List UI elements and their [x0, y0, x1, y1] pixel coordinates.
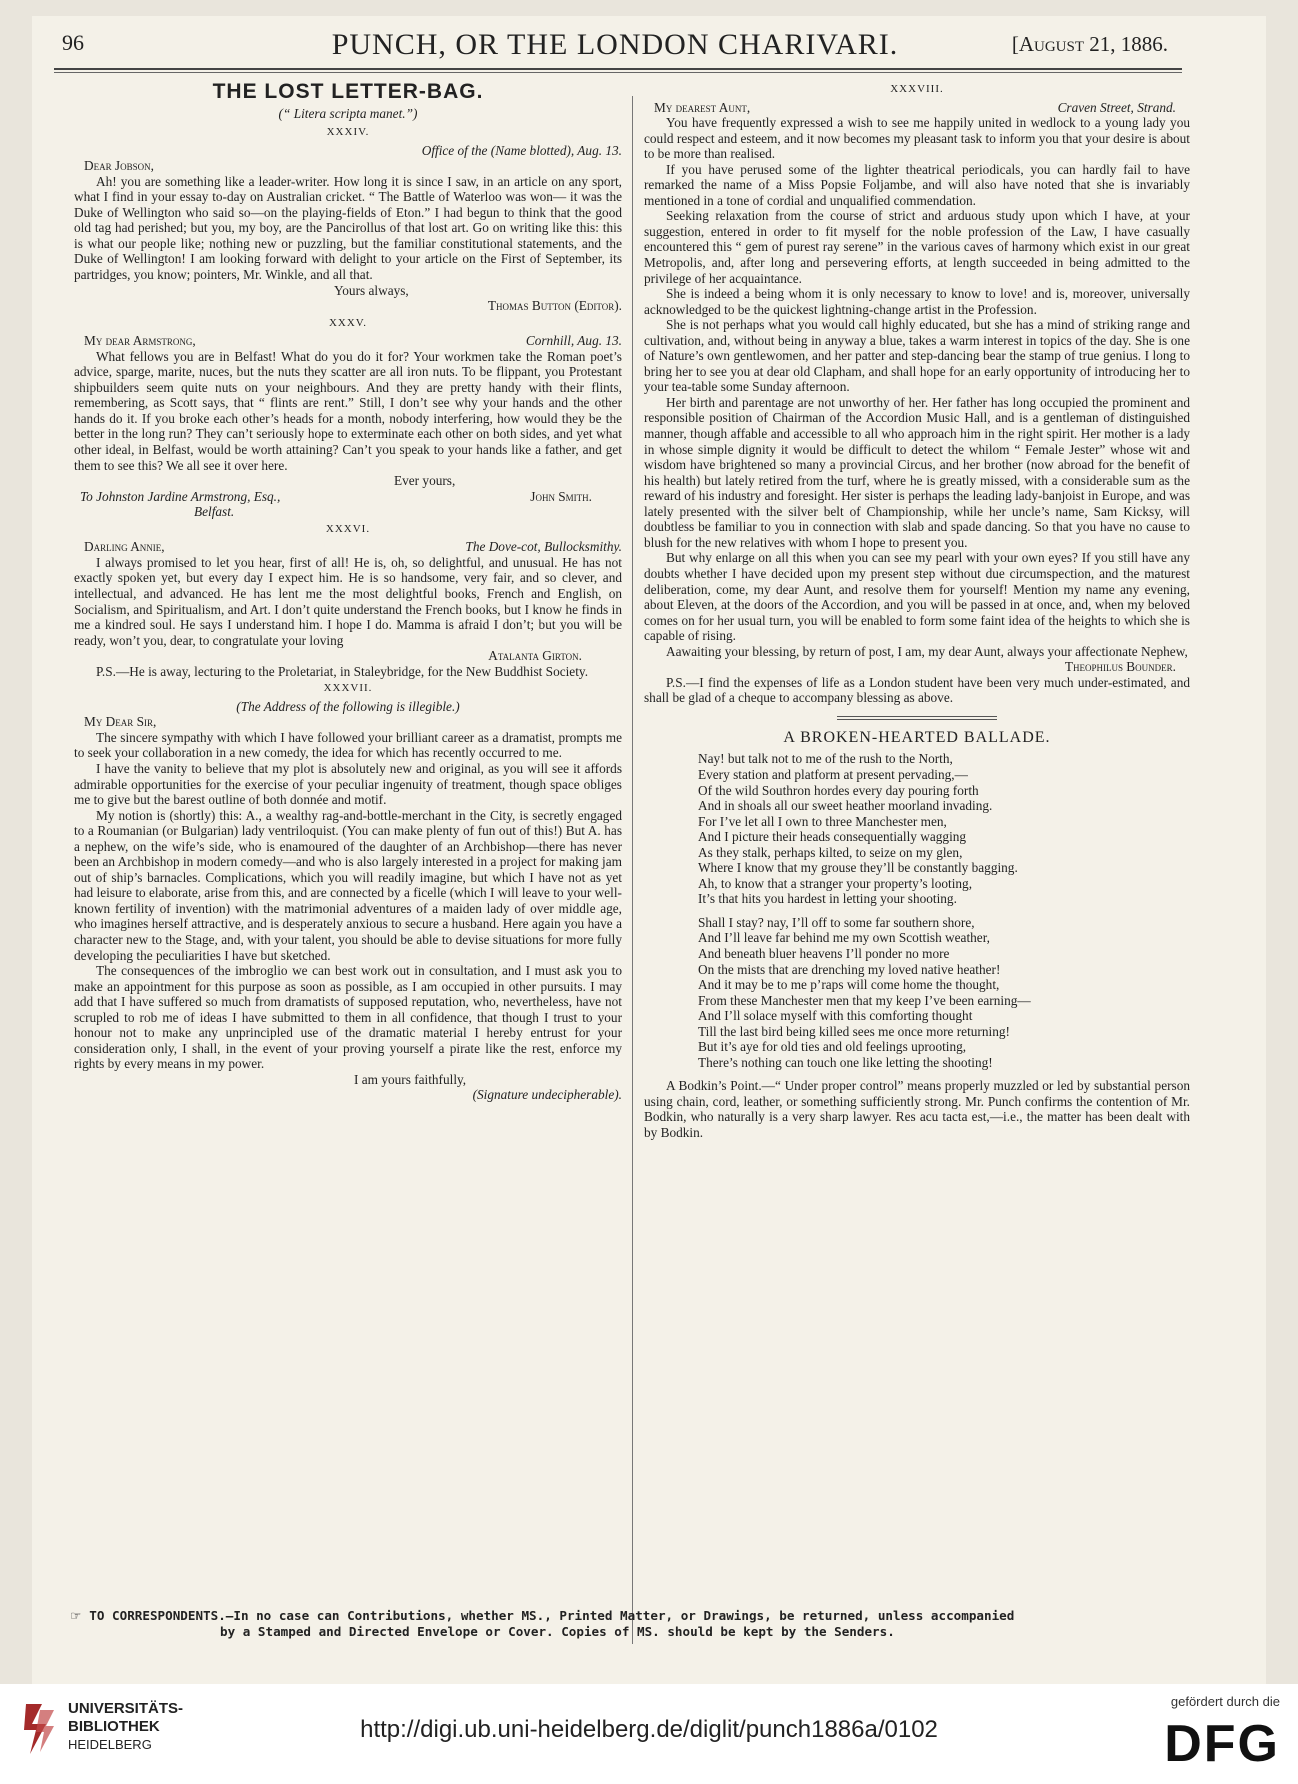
bodkin-paragraph: A Bodkin’s Point.—“ Under proper control” means properly muzzled or led by substantial person using chain, cord, leather, or something sufficiently strong. Mr. Punch confirms the contention of Mr. Bodkin, who naturally is a very sharp lawyer. Res acu tacta est,—i.e., the matter has been dealt with by Bodkin.	[644, 1078, 1190, 1140]
letter-paragraph: Seeking relaxation from the course of strict and arduous study upon which I have, at your suggestion, entered in order to fit myself for the noble profession of the Law, I have casually encountered this “ gem of purest ray serene” in the various caves of harmony which exist in our great Metropolis, and, after long and persevering efforts, at length succeeded in being admitted to the privilege of her acquaintance.	[644, 208, 1190, 286]
verse-line: And it may be to me p’raps will come home the thought,	[698, 977, 1000, 993]
verse-line: There’s nothing can touch one like letting the shooting!	[698, 1054, 993, 1070]
letter-salutation: Darling Annie,	[84, 539, 165, 555]
letter-body: Ah! you are something like a leader-writer. How long it is since I saw, in an article on any sport, what I find in your essay to-day on Australian cricket. “ The Battle of Waterloo was won— it was the Duke of Wellington who said so—on the playing-fields of Eton.” I had begun to think that the good old tag had perished; but you, my boy, are the Pancirollus of that lost art. Go on writing like this: this is what our people like; nothing new or puzzling, but the familiar constitutional statements, and the Duke of Wellington! I am looking forward with delight to your article on the First of September, its partridges, you know; pointers, Mr. Winkle, and all that.	[74, 173, 622, 283]
letter-body: I always promised to let you hear, first of all! He is, oh, so delightful, and unusual. He has not exactly spoken yet, but every day I expect him. He is so handsome, very fair, and so clever, and intellectual, and advanced. He has lent me the most delightful books, French and English, on Socialism, and Spiritualism, and Art. I don’t quite understand the French books, but I know he finds in me a kindred soul. He says I understand him. I hope I do. Mamma is afraid I don’t; but you will be ready, won’t you, dear, to congratulate your loving	[74, 554, 622, 648]
verse-line: On the mists that are drenching my loved native heather!	[698, 961, 1001, 977]
article-motto: (“ Litera scripta manet.”)	[278, 105, 418, 121]
pointing-hand-icon: ☞	[70, 1608, 82, 1623]
letter-number: XXXVII.	[323, 682, 373, 695]
letter-closing: Yours always,	[334, 282, 409, 298]
right-column	[644, 80, 1190, 1141]
section-rule	[837, 719, 997, 720]
verse-line: Ah, to know that a stranger your property’s looting,	[698, 875, 973, 891]
letter-signature: Theophilus Bounder.	[1064, 659, 1176, 675]
letter-closing: I am yours faithfully,	[354, 1071, 467, 1087]
verse-line: And I picture their heads consequentially wagging	[698, 829, 967, 845]
letter-salutation: My dear Armstrong,	[84, 333, 196, 349]
letter-place: Cornhill, Aug. 13.	[525, 333, 622, 349]
ballade-stanza-1	[698, 751, 1190, 906]
verse-line: Every station and platform at present pervading,—	[698, 766, 968, 782]
verse-line: Of the wild Southron hordes every day pouring forth	[698, 782, 979, 798]
letter-signature: (Signature undecipherable).	[472, 1087, 622, 1103]
letter-paragraph: She is indeed a being whom it is only necessary to know to love! and is, moreover, universally acknowledged to be the quickest lightning-change artist in the Profession.	[644, 286, 1190, 317]
funding-label: gefördert durch die	[1170, 1694, 1280, 1709]
letter-closing: Ever yours,	[394, 473, 456, 489]
letter-place: Office of the (Name blotted), Aug. 13.	[421, 142, 622, 158]
header-rule-thin	[54, 72, 1182, 73]
letter-paragraph: But why enlarge on all this when you can see my pearl with your own eyes? If you still have any doubts whether I have decided upon my present step without due circumspection, and the maturest deliberation, come, my dear Aunt, and resolve them for yourself! Mention my name any evening, about Eleven, at the doors of the Accordion, and you will be passed in at once, and, when my beloved comes on for her usual turn, you will be enabled to form some faint idea of the heights to which she is capable of rising.	[644, 550, 1190, 644]
notice-line: by a Stamped and Directed Envelope or Cover. Copies of MS. should be kept by the Senders.	[220, 1624, 895, 1639]
source-url-link[interactable]: http://digi.ub.uni-heidelberg.de/diglit/punch1886a/0102	[360, 1716, 938, 1743]
letter-number: XXXVI.	[325, 522, 371, 535]
verse-line: For I’ve let all I own to three Manchester men,	[698, 813, 947, 829]
library-name-line: HEIDELBERG	[68, 1737, 152, 1752]
letter-number: XXXVIII.	[890, 83, 944, 95]
letter-salutation: My dearest Aunt,	[654, 99, 751, 115]
page-number: 96	[62, 30, 84, 55]
letter-signature: Thomas Button (Editor).	[487, 298, 622, 314]
verse-line: And beneath bluer heavens I’ll ponder no more	[698, 945, 950, 961]
letter-body: What fellows you are in Belfast! What do you do it for? Your workmen take the Roman poet’s advice, sparge, marite, nuces, but the nuts they scatter are all iron nuts. To be flippant, you Protestant shipbuilders seem quite nuts on your neighbours. And they are pretty handy with their flints, remembering, as Scott says, that “ flints are rent.” Still, I don’t see why your hands and the other hands do it. If you broke each other’s heads for a month, nobody interfering, how would they be the better in the long run? They can’t seriously hope to exterminate each other on both sides, and yet what other ideal, in Belfast, would be worth attaining? Can’t you speak to your hands like a father, and get them to see this? We all see it over here.	[74, 348, 622, 473]
dfg-logo: DFG	[1164, 1715, 1280, 1773]
issue-date: [August 21, 1886.	[1011, 32, 1168, 56]
verse-line: As they stalk, perhaps kilted, to seize on my glen,	[698, 844, 963, 860]
verse-line: Nay! but talk not to me of the rush to the North,	[698, 751, 953, 767]
letter-salutation: My Dear Sir,	[84, 714, 157, 730]
notice-line: TO CORRESPONDENTS.—In no case can Contributions, whether MS., Printed Matter, or Drawings, be returned, unless accompanied	[89, 1608, 1015, 1623]
correspondents-notice	[70, 1608, 1210, 1640]
verse-line: But it’s aye for old ties and old feelings uprooting,	[698, 1039, 967, 1055]
header-rule	[54, 68, 1182, 70]
letter-address: To Johnston Jardine Armstrong, Esq.,	[80, 488, 281, 504]
magazine-title: PUNCH, OR THE LONDON CHARIVARI.	[331, 28, 899, 61]
left-column	[74, 80, 622, 1103]
letter-paragraph: Her birth and parentage are not unworthy of her. Her father has long occupied the prominent and responsible position of Chairman of the Accordion Music Hall, and is a gentleman of distinguished manner, though affable and accessible to all who approach him in the right spirit. Her mother is a lady in whose simple dignity it would be difficult to detect the whilom “ Female Jester” whose wit and wisdom have brightened so many a provincial Circus, and her brother (now abroad for the benefit of his health) but lately retired from the turf, where he is greatly missed, with a considerable sum as the reward of his industry and foresight. Her sister is perhaps the leading lady-banjoist in Europe, and was lately presented with the silver belt of Championship, while her uncle’s name, Sam Kicksy, will doubtless be familiar to you in connection with slab and spade dancing. So that you have no cause to blush for the new relatives with whom I hope to present you.	[644, 394, 1190, 550]
section-rule	[837, 716, 997, 717]
verse-line: And I’ll leave far behind me my own Scottish weather,	[698, 930, 990, 946]
letter-signature: John Smith.	[530, 488, 592, 504]
verse-line: And in shoals all our sweet heather moorland invading.	[698, 798, 993, 814]
library-name-line: BIBLIOTHEK	[68, 1718, 160, 1735]
letter-paragraph: Aawaiting your blessing, by return of post, I am, my dear Aunt, always your affectionate Nephew,	[666, 643, 1188, 659]
letter-address-city: Belfast.	[194, 504, 235, 520]
letter-postscript: P.S.—He is away, lecturing to the Proletariat, in Staleybridge, for the New Buddhist Society.	[96, 663, 589, 679]
footer-bar	[0, 1684, 1298, 1784]
article-title: THE LOST LETTER-BAG.	[212, 80, 484, 103]
letter-postscript: P.S.—I find the expenses of life as a London student have been very much under-estimated, and shall be glad of a cheque to accompany blessing as above.	[644, 674, 1190, 706]
letter-place: Craven Street, Strand.	[1057, 99, 1176, 115]
verse-line: Till the last bird being killed sees me once more returning!	[698, 1023, 1010, 1039]
letter-paragraph: She is not perhaps what you would call highly educated, but she has a mind of striking range and cultivation, and, without being in anyway a blue, takes a warm interest in topics of the day. She is one of Nature’s own gentlewomen, and her patter and step-dancing bear the stamp of true genius. I long to bring her to see you at dear old Clapham, and shall hope for an early opportunity of introducing her to your tea-table some Sunday afternoon.	[644, 317, 1190, 395]
ballade-stanza-2	[698, 915, 1190, 1070]
column-divider	[632, 96, 633, 1644]
letter-paragraph: You have frequently expressed a wish to see me happily united in wedlock to a young lady you could respect and esteem, and it now becomes my pleasant task to inform you that your desire is about to be more than realised.	[644, 115, 1190, 162]
verse-line: From these Manchester men that my keep I’ve been earning—	[698, 992, 1031, 1008]
letter-signature: Atalanta Girton.	[488, 648, 582, 664]
letter-note: (The Address of the following is illegible.)	[236, 698, 460, 714]
letter-paragraph: The sincere sympathy with which I have followed your brilliant career as a dramatist, prompts me to seek your collaboration in a new comedy, the idea for which has recently occurred to me.	[74, 729, 622, 761]
letter-paragraph: The consequences of the imbroglio we can best work out in consultation, and I must ask you to make an appointment for this purpose as soon as possible, as I am occupied in other pursuits. I may add that I have suffered so much from dramatists of supposed reputation, who, nevertheless, have not scrupled to rob me of ideas I have submitted to them in all confidence, that though I trust to your honour not to make any unprincipled use of the dramatic material I hereby entrust for your consideration only, I shall, in the event of your proving yourself a pirate like the rest, enforce my rights by every means in my power.	[74, 963, 622, 1072]
letter-number: XXXIV.	[326, 126, 370, 139]
verse-line: Shall I stay? nay, I’ll off to some far southern shore,	[698, 914, 975, 930]
letter-paragraph: My notion is (shortly) this: A., a wealthy rag-and-bottle-merchant in the City, is secretly engaged to a Roumanian (or Bulgarian) lady ventriloquist. (You can make plenty of fun out of this!) But A. has a nephew, on the wife’s side, who is enamoured of the daughter of an Archbishop—there has never been an Archbishop in modern comedy—and who is also largely interested in a project for making jam out of ship’s barnacles. Complications, which you will readily imagine, but which I have not as yet had leisure to elaborate, arise from this, and are connected by a ficelle (which I will leave to your well-known fertility of invention) with the matrimonial adventures of a maiden lady of over middle age, who imagines herself attractive, and is desperately anxious to secure a husband. Here again you have a character new to the Stage, and, with your talent, you should be able to devise situations for more fully developing the peculiarities I have but sketched.	[74, 807, 622, 963]
letter-paragraph: I have the vanity to believe that my plot is absolutely new and original, as you will see it affords admirable opportunities for the exercise of your peculiar ingenuity of treatment, though space obliges me to give but the barest outline of both donnée and motif.	[74, 760, 622, 808]
verse-line: And I’ll solace myself with this comforting thought	[698, 1008, 973, 1024]
running-header	[50, 22, 1180, 62]
verse-line: It’s that hits you hardest in letting your shooting.	[698, 891, 957, 907]
letter-salutation: Dear Jobson,	[84, 158, 154, 174]
letter-paragraph: If you have perused some of the lighter theatrical periodicals, you can hardly fail to have remarked the name of a Miss Popsie Foljambe, and will also have noted that she is invariably mentioned in a tone of cordial and unqualified commendation.	[644, 161, 1190, 208]
verse-line: Where I know that my grouse they’ll be constantly bagging.	[698, 860, 1018, 876]
letter-number: XXXV.	[328, 316, 368, 329]
letter-place: The Dove-cot, Bullocksmithy.	[465, 539, 622, 555]
library-name-line: UNIVERSITÄTS-	[68, 1700, 184, 1717]
ballade-title: A BROKEN-HEARTED BALLADE.	[783, 728, 1051, 746]
